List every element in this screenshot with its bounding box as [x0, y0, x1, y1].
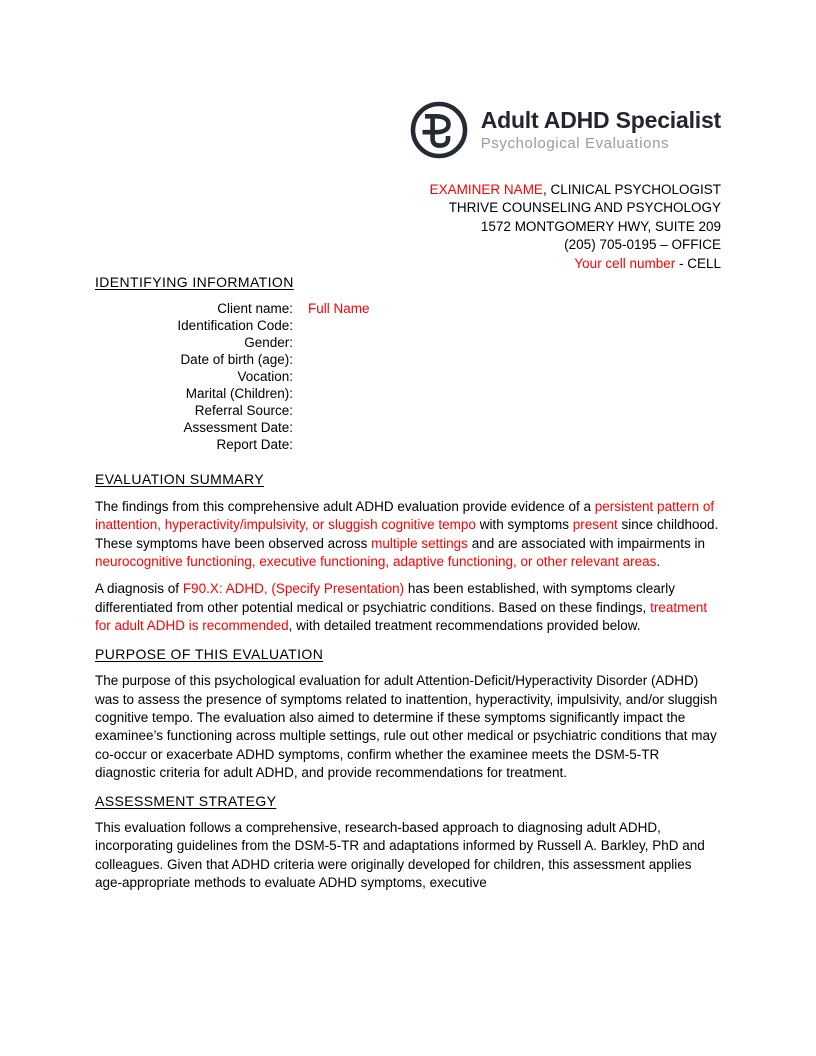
info-row-marital-children: [95, 385, 721, 402]
info-label: Assessment Date:: [183, 420, 293, 436]
evaluation-summary-paragraph-1: The findings from this comprehensive adult ADHD evaluation provide evidence of a persistent pattern of inattention, hyperactivity/impulsivity, or sluggish cognitive tempo with symptoms present since childhood. These symptoms have been observed across multiple settings and are associated with impairments in neurocognitive functioning, executive functioning, adaptive functioning, or other relevant areas.: [95, 498, 719, 570]
info-row-report-date: [95, 436, 721, 453]
info-row-assessment-date: [95, 419, 721, 436]
assessment-strategy-paragraph: This evaluation follows a comprehensive, research-based approach to diagnosing adult ADHD, incorporating guidelines from the DSM-5-TR and adaptations informed by Russell A. Barkley, PhD and colleagues. Given that ADHD criteria were originally developed for children, this assessment applies age-appropriate methods to evaluate ADHD symptoms, executive: [95, 819, 705, 891]
contact-line-examiner: EXAMINER NAME, CLINICAL PSYCHOLOGIST: [429, 182, 721, 197]
info-label: Vocation:: [237, 369, 293, 385]
contact-line-office-phone: (205) 705-0195 – OFFICE: [564, 237, 721, 253]
contact-line-address: 1572 MONTGOMERY HWY, SUITE 209: [480, 218, 721, 234]
contact-line-cell-phone: Your cell number - CELL: [574, 255, 721, 271]
brand-tagline: Psychological Evaluations: [480, 135, 670, 152]
info-row-gender: [95, 334, 721, 351]
identifying-info-list: [95, 300, 721, 453]
info-label: Referral Source:: [194, 403, 293, 419]
contact-line-practice: THRIVE COUNSELING AND PSYCHOLOGY: [448, 200, 721, 216]
info-value: Full Name: [308, 301, 370, 317]
evaluation-summary-paragraph-2: A diagnosis of F90.X: ADHD, (Specify Presentation) has been established, with symptoms clearly differentiated from other potential medical or psychiatric conditions. Based on these findings, treatment for adult ADHD is recommended, with detailed treatment recommendations provided below.: [95, 581, 708, 634]
info-row-identification-code: [95, 317, 721, 334]
info-label: Report Date:: [216, 437, 293, 453]
info-label: Date of birth (age):: [180, 352, 293, 368]
info-label: Marital (Children):: [185, 386, 293, 402]
brand-text-block: [481, 107, 721, 153]
info-row-referral-source: [95, 402, 721, 419]
info-row-date-of-birth: [95, 351, 721, 368]
info-row-vocation: [95, 368, 721, 385]
brand-header: [95, 101, 721, 159]
section-heading-purpose: PURPOSE OF THIS EVALUATION: [95, 645, 324, 662]
info-label: Identification Code:: [177, 318, 293, 334]
examiner-contact-block: [95, 181, 721, 273]
monogram-circle-icon: [410, 101, 468, 159]
info-label: Gender:: [244, 335, 293, 351]
section-heading-assessment-strategy: ASSESSMENT STRATEGY: [95, 792, 277, 809]
section-heading-identifying-information: IDENTIFYING INFORMATION: [95, 274, 294, 291]
section-heading-evaluation-summary: EVALUATION SUMMARY: [95, 471, 265, 488]
brand-name: Adult ADHD Specialist: [480, 107, 721, 133]
info-label: Client name:: [217, 301, 293, 317]
purpose-paragraph: The purpose of this psychological evaluation for adult Attention-Deficit/Hyperactivity Disorder (ADHD) was to assess the presence of symptoms related to inattention, hyperactivity, impulsivity, and/or sluggish cognitive tempo. The evaluation also aimed to determine if these symptoms significantly impact the examinee’s functioning across multiple settings, rule out other medical or psychiatric conditions that may co-occur or exacerbate ADHD symptoms, confirm whether the examinee meets the DSM-5-TR diagnostic criteria for adult ADHD, and provide recommendations for treatment.: [95, 673, 718, 781]
info-row-client-name: [95, 300, 721, 317]
